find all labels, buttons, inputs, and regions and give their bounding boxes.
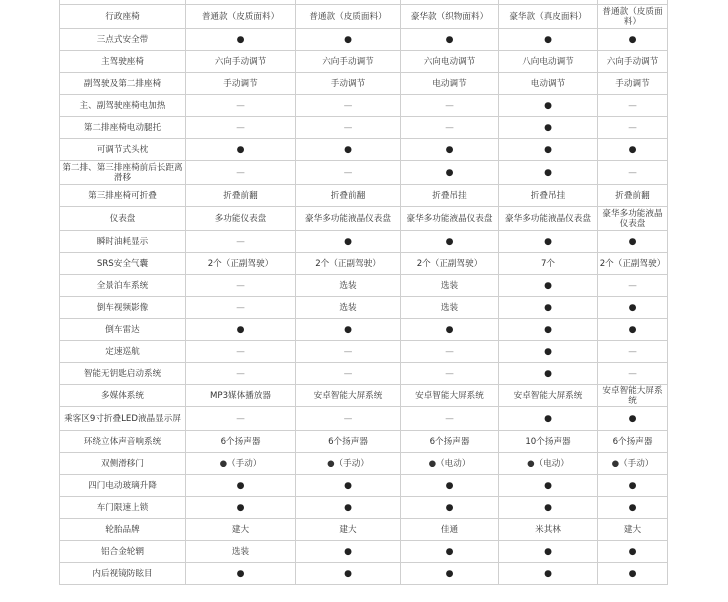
table-cell: ● <box>598 497 668 519</box>
table-cell: — <box>186 407 296 431</box>
row-label: 仪表盘 <box>60 207 186 231</box>
table-cell: 安卓智能大屏系统 <box>296 385 401 407</box>
table-cell: 豪华款（真皮面料） <box>499 5 598 29</box>
table-cell: — <box>598 117 668 139</box>
row-label: 四门电动玻璃升降 <box>60 475 186 497</box>
table-cell: — <box>598 341 668 363</box>
table-cell: ● <box>186 319 296 341</box>
row-label: 倒车视频影像 <box>60 297 186 319</box>
table-cell: 选装 <box>296 297 401 319</box>
row-label: 副驾驶及第二排座椅 <box>60 73 186 95</box>
table-cell: ● <box>401 475 499 497</box>
table-row <box>60 207 668 231</box>
table-cell: 选装 <box>401 275 499 297</box>
row-label: 定速巡航 <box>60 341 186 363</box>
table-cell: 折叠前翻 <box>296 185 401 207</box>
table-row <box>60 475 668 497</box>
table-cell: ● <box>499 297 598 319</box>
table-row <box>60 341 668 363</box>
table-cell: ● <box>296 541 401 563</box>
table-row <box>60 95 668 117</box>
table-cell: ● <box>598 407 668 431</box>
row-label: 三点式安全带 <box>60 29 186 51</box>
table-row <box>60 363 668 385</box>
table-cell: — <box>401 363 499 385</box>
table-cell: 手动调节 <box>186 73 296 95</box>
table-row <box>60 563 668 585</box>
row-label: 乘客区9寸折叠LED液晶显示屏 <box>60 407 186 431</box>
table-row <box>60 117 668 139</box>
table-row <box>60 253 668 275</box>
table-cell: 建大 <box>186 519 296 541</box>
table-row <box>60 139 668 161</box>
table-cell: — <box>401 407 499 431</box>
table-row <box>60 453 668 475</box>
table-cell: — <box>296 95 401 117</box>
table-cell: ● <box>499 161 598 185</box>
table-cell: 折叠前翻 <box>186 185 296 207</box>
row-label: 瞬时油耗显示 <box>60 231 186 253</box>
row-label: 双侧滑移门 <box>60 453 186 475</box>
table-cell: ●（电动） <box>499 453 598 475</box>
row-label: SRS安全气囊 <box>60 253 186 275</box>
table-cell: ● <box>186 475 296 497</box>
table-cell: ● <box>401 319 499 341</box>
table-row <box>60 275 668 297</box>
table-cell: ● <box>401 29 499 51</box>
table-cell: 豪华多功能液晶仪表盘 <box>296 207 401 231</box>
row-label: 轮胎品牌 <box>60 519 186 541</box>
table-cell: ● <box>401 541 499 563</box>
table-row <box>60 431 668 453</box>
table-cell: ● <box>499 563 598 585</box>
spec-table-body <box>60 0 668 585</box>
table-cell: ● <box>296 231 401 253</box>
table-cell: 佳通 <box>401 519 499 541</box>
table-cell: ● <box>499 29 598 51</box>
vehicle-spec-table <box>59 0 668 585</box>
table-cell: — <box>296 341 401 363</box>
table-cell: ● <box>401 497 499 519</box>
table-cell: 选装 <box>401 297 499 319</box>
table-cell: 6个扬声器 <box>401 431 499 453</box>
table-cell: ● <box>598 297 668 319</box>
table-cell: 多功能仪表盘 <box>186 207 296 231</box>
table-cell: ● <box>499 497 598 519</box>
table-cell: — <box>186 363 296 385</box>
table-cell: ● <box>296 29 401 51</box>
table-cell: 6个扬声器 <box>186 431 296 453</box>
row-label: 内后视镜防眩目 <box>60 563 186 585</box>
table-cell: 折叠吊挂 <box>499 185 598 207</box>
table-cell: 6个扬声器 <box>598 431 668 453</box>
table-cell: — <box>598 275 668 297</box>
table-cell: — <box>296 161 401 185</box>
table-cell: ● <box>296 139 401 161</box>
row-label: 铝合金轮辋 <box>60 541 186 563</box>
table-cell: ● <box>499 319 598 341</box>
table-cell: 7个 <box>499 253 598 275</box>
table-cell: ● <box>598 563 668 585</box>
table-cell: 豪华款（织物面料） <box>401 5 499 29</box>
row-label: 主驾驶座椅 <box>60 51 186 73</box>
table-cell: ● <box>598 29 668 51</box>
table-cell: 6个扬声器 <box>296 431 401 453</box>
table-cell: ● <box>401 161 499 185</box>
row-label: 第三排座椅可折叠 <box>60 185 186 207</box>
table-cell: ● <box>296 563 401 585</box>
table-cell: 八向电动调节 <box>499 51 598 73</box>
table-cell: 安卓智能大屏系统 <box>499 385 598 407</box>
table-row <box>60 541 668 563</box>
table-cell: ● <box>598 319 668 341</box>
table-cell: — <box>186 117 296 139</box>
table-cell: ● <box>499 541 598 563</box>
table-row <box>60 385 668 407</box>
table-cell: ● <box>499 341 598 363</box>
table-cell: 建大 <box>598 519 668 541</box>
table-row <box>60 319 668 341</box>
table-cell: 选装 <box>186 541 296 563</box>
table-cell: 普通款（皮质面料） <box>598 5 668 29</box>
table-cell: ●（手动） <box>296 453 401 475</box>
table-cell: — <box>598 95 668 117</box>
table-row <box>60 519 668 541</box>
table-cell: ● <box>186 139 296 161</box>
table-cell: — <box>598 363 668 385</box>
table-cell: ● <box>598 475 668 497</box>
row-label: 行政座椅 <box>60 5 186 29</box>
table-cell: 豪华多功能液晶仪表盘 <box>598 207 668 231</box>
table-cell: ● <box>598 231 668 253</box>
table-row <box>60 73 668 95</box>
table-cell: ● <box>499 275 598 297</box>
table-cell: — <box>186 95 296 117</box>
table-cell: ● <box>401 563 499 585</box>
table-cell: ● <box>499 407 598 431</box>
table-row <box>60 407 668 431</box>
row-label: 环绕立体声音响系统 <box>60 431 186 453</box>
table-row <box>60 231 668 253</box>
row-label: 多媒体系统 <box>60 385 186 407</box>
table-cell: ●（手动） <box>598 453 668 475</box>
table-cell: 六向手动调节 <box>186 51 296 73</box>
table-cell: 2个（正副驾驶） <box>186 253 296 275</box>
table-cell: ● <box>401 139 499 161</box>
table-cell: 豪华多功能液晶仪表盘 <box>401 207 499 231</box>
spec-table-container <box>59 0 667 585</box>
row-label: 第二排座椅电动腿托 <box>60 117 186 139</box>
table-cell: 折叠前翻 <box>598 185 668 207</box>
table-cell: 安卓智能大屏系统 <box>598 385 668 407</box>
row-label: 智能无钥匙启动系统 <box>60 363 186 385</box>
table-cell: ● <box>296 475 401 497</box>
table-cell: ● <box>499 95 598 117</box>
table-cell: 电动调节 <box>401 73 499 95</box>
row-label: 车门限速上锁 <box>60 497 186 519</box>
table-cell: ● <box>401 231 499 253</box>
table-cell: 六向手动调节 <box>598 51 668 73</box>
table-cell: 建大 <box>296 519 401 541</box>
table-cell: ● <box>499 117 598 139</box>
table-row <box>60 51 668 73</box>
table-cell: — <box>598 161 668 185</box>
table-cell: 安卓智能大屏系统 <box>401 385 499 407</box>
row-label: 第二排、第三排座椅前后长距离滑移 <box>60 161 186 185</box>
table-cell: 六向电动调节 <box>401 51 499 73</box>
table-cell: 手动调节 <box>296 73 401 95</box>
table-cell: ● <box>296 497 401 519</box>
table-cell: — <box>186 275 296 297</box>
table-cell: 米其林 <box>499 519 598 541</box>
table-cell: ● <box>499 363 598 385</box>
table-cell: 10个扬声器 <box>499 431 598 453</box>
table-cell: ● <box>296 319 401 341</box>
row-label: 倒车雷达 <box>60 319 186 341</box>
table-cell: 折叠吊挂 <box>401 185 499 207</box>
table-cell: ● <box>598 139 668 161</box>
table-cell: 选装 <box>296 275 401 297</box>
table-cell: 六向手动调节 <box>296 51 401 73</box>
table-cell: — <box>186 297 296 319</box>
table-cell: ●（电动） <box>401 453 499 475</box>
table-cell: — <box>401 341 499 363</box>
row-label: 全景泊车系统 <box>60 275 186 297</box>
table-cell: — <box>296 117 401 139</box>
table-cell: 电动调节 <box>499 73 598 95</box>
table-row <box>60 5 668 29</box>
table-cell: — <box>296 363 401 385</box>
table-cell: ● <box>499 475 598 497</box>
table-cell: 2个（正副驾驶） <box>401 253 499 275</box>
row-label: 可调节式头枕 <box>60 139 186 161</box>
table-cell: ●（手动） <box>186 453 296 475</box>
table-cell: — <box>401 117 499 139</box>
table-cell: — <box>401 95 499 117</box>
table-cell: ● <box>186 563 296 585</box>
table-cell: — <box>186 161 296 185</box>
table-cell: — <box>296 407 401 431</box>
table-row <box>60 161 668 185</box>
table-row <box>60 297 668 319</box>
row-label: 主、副驾驶座椅电加热 <box>60 95 186 117</box>
table-cell: 手动调节 <box>598 73 668 95</box>
table-cell: MP3媒体播放器 <box>186 385 296 407</box>
table-cell: 普通款（皮质面料） <box>186 5 296 29</box>
table-cell: ● <box>186 497 296 519</box>
table-cell: ● <box>598 541 668 563</box>
table-cell: 2个（正副驾驶） <box>598 253 668 275</box>
table-cell: ● <box>499 139 598 161</box>
table-row <box>60 29 668 51</box>
table-row <box>60 185 668 207</box>
table-cell: ● <box>499 231 598 253</box>
table-cell: 2个（正副驾驶） <box>296 253 401 275</box>
table-cell: — <box>186 341 296 363</box>
table-cell: — <box>186 231 296 253</box>
table-cell: ● <box>186 29 296 51</box>
table-cell: 普通款（皮质面料） <box>296 5 401 29</box>
table-cell: 豪华多功能液晶仪表盘 <box>499 207 598 231</box>
table-row <box>60 497 668 519</box>
